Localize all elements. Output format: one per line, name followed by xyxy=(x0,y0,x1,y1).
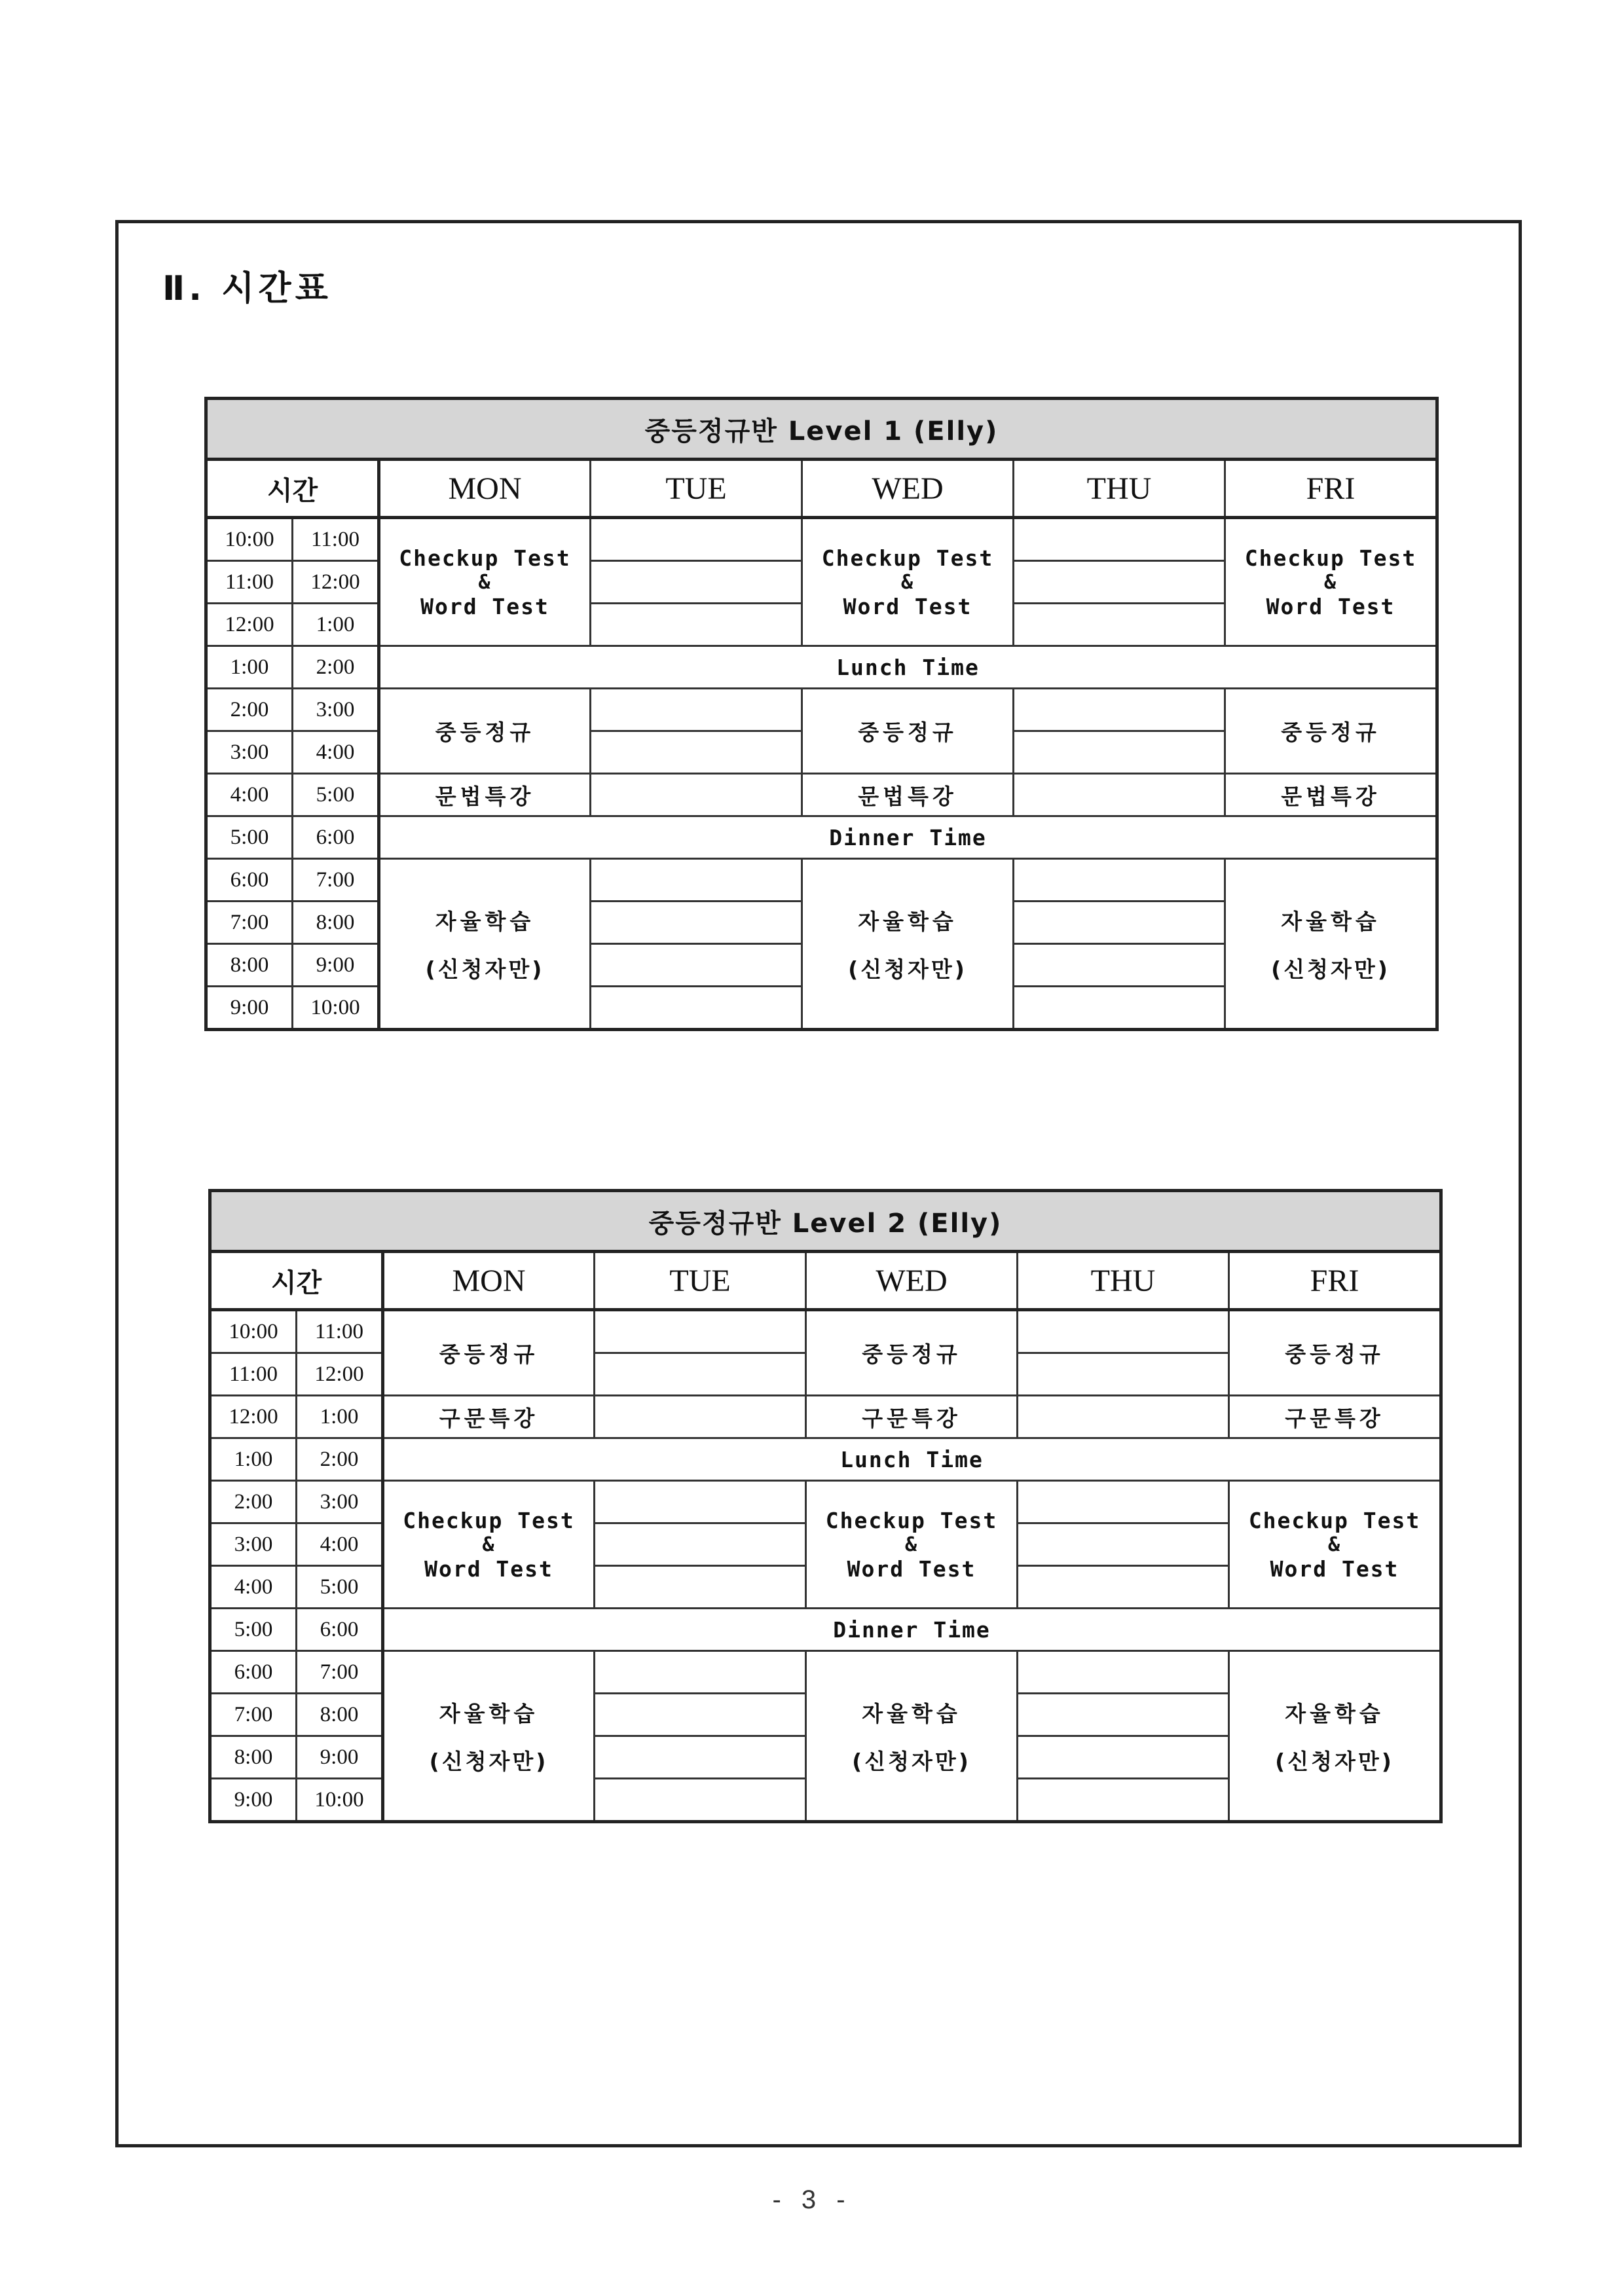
time-start: 11:00 xyxy=(206,561,293,604)
tue-empty-cell xyxy=(595,1694,806,1736)
mon-special-class: 문법특강 xyxy=(379,774,591,816)
time-start: 8:00 xyxy=(210,1736,297,1779)
time-end: 8:00 xyxy=(297,1694,383,1736)
timetable-level-1 xyxy=(204,397,1439,1031)
time-end: 4:00 xyxy=(297,1523,383,1566)
time-start: 1:00 xyxy=(210,1438,297,1481)
wed-self-study xyxy=(802,859,1014,1030)
wordtest-line: Word Test xyxy=(1266,593,1395,619)
checkup-line: Checkup Test xyxy=(825,1507,998,1533)
time-end: 3:00 xyxy=(297,1481,383,1523)
mon-self-study xyxy=(383,1651,595,1822)
time-header: 시간 xyxy=(210,1252,383,1310)
thu-empty-cell xyxy=(1014,518,1225,561)
time-end: 1:00 xyxy=(293,604,379,646)
self-study-note: (신청자만) xyxy=(425,956,545,982)
tue-empty-cell xyxy=(595,1779,806,1822)
time-start: 10:00 xyxy=(210,1310,297,1353)
time-start: 6:00 xyxy=(206,859,293,902)
mon-self-study xyxy=(379,859,591,1030)
ampersand: & xyxy=(478,570,492,594)
ampersand: & xyxy=(482,1533,496,1556)
wordtest-line: Word Test xyxy=(843,593,972,619)
wordtest-line: Word Test xyxy=(847,1556,976,1582)
table-title: 중등정규반 Level 1 (Elly) xyxy=(206,399,1437,460)
day-header-fri: FRI xyxy=(1225,460,1437,518)
thu-empty-cell xyxy=(1014,902,1225,944)
time-end: 7:00 xyxy=(297,1651,383,1694)
fri-special-class: 구문특강 xyxy=(1229,1396,1441,1438)
time-start: 4:00 xyxy=(206,774,293,816)
self-study-line: 자율학습 xyxy=(1285,1700,1384,1726)
checkup-line: Checkup Test xyxy=(821,545,994,571)
tue-empty-cell xyxy=(591,731,802,774)
wed-checkup-cell xyxy=(806,1481,1018,1609)
fri-self-study xyxy=(1225,859,1437,1030)
tue-empty-cell xyxy=(591,774,802,816)
thu-empty-cell xyxy=(1018,1779,1229,1822)
tue-empty-cell xyxy=(591,604,802,646)
day-header-mon: MON xyxy=(379,460,591,518)
ampersand: & xyxy=(900,570,915,594)
self-study-line: 자율학습 xyxy=(435,908,535,934)
thu-empty-cell xyxy=(1018,1694,1229,1736)
time-start: 6:00 xyxy=(210,1651,297,1694)
thu-empty-cell xyxy=(1014,859,1225,902)
time-end: 2:00 xyxy=(293,646,379,689)
fri-self-study xyxy=(1229,1651,1441,1822)
tue-empty-cell xyxy=(591,902,802,944)
time-end: 11:00 xyxy=(293,518,379,561)
checkup-line: Checkup Test xyxy=(1244,545,1417,571)
ampersand: & xyxy=(904,1533,919,1556)
tue-empty-cell xyxy=(595,1396,806,1438)
checkup-line: Checkup Test xyxy=(1248,1507,1421,1533)
time-start: 3:00 xyxy=(206,731,293,774)
time-end: 11:00 xyxy=(297,1310,383,1353)
wed-checkup-cell xyxy=(802,518,1014,646)
day-header-mon: MON xyxy=(383,1252,595,1310)
time-start: 2:00 xyxy=(210,1481,297,1523)
wed-special-class: 구문특강 xyxy=(806,1396,1018,1438)
table-title: 중등정규반 Level 2 (Elly) xyxy=(210,1191,1441,1252)
self-study-note: (신청자만) xyxy=(848,956,967,982)
day-header-fri: FRI xyxy=(1229,1252,1441,1310)
tue-empty-cell xyxy=(591,944,802,987)
dinner-time-row: Dinner Time xyxy=(379,816,1437,859)
mon-regular-class: 중등정규 xyxy=(383,1310,595,1396)
time-end: 4:00 xyxy=(293,731,379,774)
thu-empty-cell xyxy=(1014,731,1225,774)
self-study-note: (신청자만) xyxy=(429,1748,549,1774)
wordtest-line: Word Test xyxy=(1270,1556,1399,1582)
wordtest-line: Word Test xyxy=(424,1556,553,1582)
day-header-thu: THU xyxy=(1018,1252,1229,1310)
mon-checkup-cell xyxy=(379,518,591,646)
time-end: 2:00 xyxy=(297,1438,383,1481)
thu-empty-cell xyxy=(1018,1353,1229,1396)
checkup-line: Checkup Test xyxy=(399,545,571,571)
day-header-wed: WED xyxy=(802,460,1014,518)
time-start: 9:00 xyxy=(206,987,293,1030)
time-end: 8:00 xyxy=(293,902,379,944)
time-start: 1:00 xyxy=(206,646,293,689)
time-start: 5:00 xyxy=(210,1609,297,1651)
tue-empty-cell xyxy=(591,518,802,561)
tue-empty-cell xyxy=(595,1566,806,1609)
page-number: - 3 - xyxy=(772,2185,852,2214)
fri-regular-class: 중등정규 xyxy=(1229,1310,1441,1396)
thu-empty-cell xyxy=(1018,1566,1229,1609)
tue-empty-cell xyxy=(595,1310,806,1353)
time-end: 9:00 xyxy=(297,1736,383,1779)
time-end: 7:00 xyxy=(293,859,379,902)
thu-empty-cell xyxy=(1014,774,1225,816)
day-header-wed: WED xyxy=(806,1252,1018,1310)
time-end: 12:00 xyxy=(293,561,379,604)
thu-empty-cell xyxy=(1014,987,1225,1030)
time-header: 시간 xyxy=(206,460,379,518)
thu-empty-cell xyxy=(1014,561,1225,604)
tue-empty-cell xyxy=(595,1481,806,1523)
tue-empty-cell xyxy=(595,1736,806,1779)
time-end: 1:00 xyxy=(297,1396,383,1438)
fri-special-class: 문법특강 xyxy=(1225,774,1437,816)
time-start: 11:00 xyxy=(210,1353,297,1396)
tue-empty-cell xyxy=(595,1523,806,1566)
tue-empty-cell xyxy=(595,1651,806,1694)
day-header-thu: THU xyxy=(1014,460,1225,518)
time-start: 12:00 xyxy=(206,604,293,646)
self-study-line: 자율학습 xyxy=(858,908,957,934)
time-start: 7:00 xyxy=(210,1694,297,1736)
time-end: 12:00 xyxy=(297,1353,383,1396)
checkup-line: Checkup Test xyxy=(403,1507,575,1533)
dinner-time-row: Dinner Time xyxy=(383,1609,1441,1651)
lunch-time-row: Lunch Time xyxy=(379,646,1437,689)
time-start: 3:00 xyxy=(210,1523,297,1566)
wed-special-class: 문법특강 xyxy=(802,774,1014,816)
self-study-note: (신청자만) xyxy=(1271,956,1390,982)
self-study-note: (신청자만) xyxy=(1275,1748,1394,1774)
time-end: 10:00 xyxy=(297,1779,383,1822)
time-start: 10:00 xyxy=(206,518,293,561)
mon-checkup-cell xyxy=(383,1481,595,1609)
lunch-time-row: Lunch Time xyxy=(383,1438,1441,1481)
time-end: 10:00 xyxy=(293,987,379,1030)
time-end: 3:00 xyxy=(293,689,379,731)
time-end: 5:00 xyxy=(297,1566,383,1609)
time-start: 5:00 xyxy=(206,816,293,859)
self-study-line: 자율학습 xyxy=(439,1700,539,1726)
thu-empty-cell xyxy=(1018,1481,1229,1523)
day-header-tue: TUE xyxy=(595,1252,806,1310)
wed-self-study xyxy=(806,1651,1018,1822)
thu-empty-cell xyxy=(1018,1736,1229,1779)
day-header-tue: TUE xyxy=(591,460,802,518)
tue-empty-cell xyxy=(595,1353,806,1396)
timetable-level-2 xyxy=(208,1189,1443,1823)
time-start: 2:00 xyxy=(206,689,293,731)
thu-empty-cell xyxy=(1014,944,1225,987)
self-study-line: 자율학습 xyxy=(862,1700,961,1726)
fri-regular-class: 중등정규 xyxy=(1225,689,1437,774)
thu-empty-cell xyxy=(1018,1310,1229,1353)
tue-empty-cell xyxy=(591,987,802,1030)
wordtest-line: Word Test xyxy=(420,593,549,619)
time-start: 4:00 xyxy=(210,1566,297,1609)
thu-empty-cell xyxy=(1018,1396,1229,1438)
fri-checkup-cell xyxy=(1229,1481,1441,1609)
thu-empty-cell xyxy=(1014,689,1225,731)
tue-empty-cell xyxy=(591,689,802,731)
time-start: 7:00 xyxy=(206,902,293,944)
time-end: 6:00 xyxy=(293,816,379,859)
fri-checkup-cell xyxy=(1225,518,1437,646)
self-study-line: 자율학습 xyxy=(1281,908,1380,934)
time-start: 8:00 xyxy=(206,944,293,987)
thu-empty-cell xyxy=(1018,1523,1229,1566)
time-end: 5:00 xyxy=(293,774,379,816)
ampersand: & xyxy=(1327,1533,1342,1556)
section-title: Ⅱ. 시간표 xyxy=(162,269,332,308)
thu-empty-cell xyxy=(1014,604,1225,646)
self-study-note: (신청자만) xyxy=(852,1748,971,1774)
mon-regular-class: 중등정규 xyxy=(379,689,591,774)
mon-special-class: 구문특강 xyxy=(383,1396,595,1438)
time-end: 6:00 xyxy=(297,1609,383,1651)
ampersand: & xyxy=(1323,570,1338,594)
tue-empty-cell xyxy=(591,561,802,604)
time-start: 9:00 xyxy=(210,1779,297,1822)
tue-empty-cell xyxy=(591,859,802,902)
time-start: 12:00 xyxy=(210,1396,297,1438)
time-end: 9:00 xyxy=(293,944,379,987)
wed-regular-class: 중등정규 xyxy=(806,1310,1018,1396)
thu-empty-cell xyxy=(1018,1651,1229,1694)
wed-regular-class: 중등정규 xyxy=(802,689,1014,774)
